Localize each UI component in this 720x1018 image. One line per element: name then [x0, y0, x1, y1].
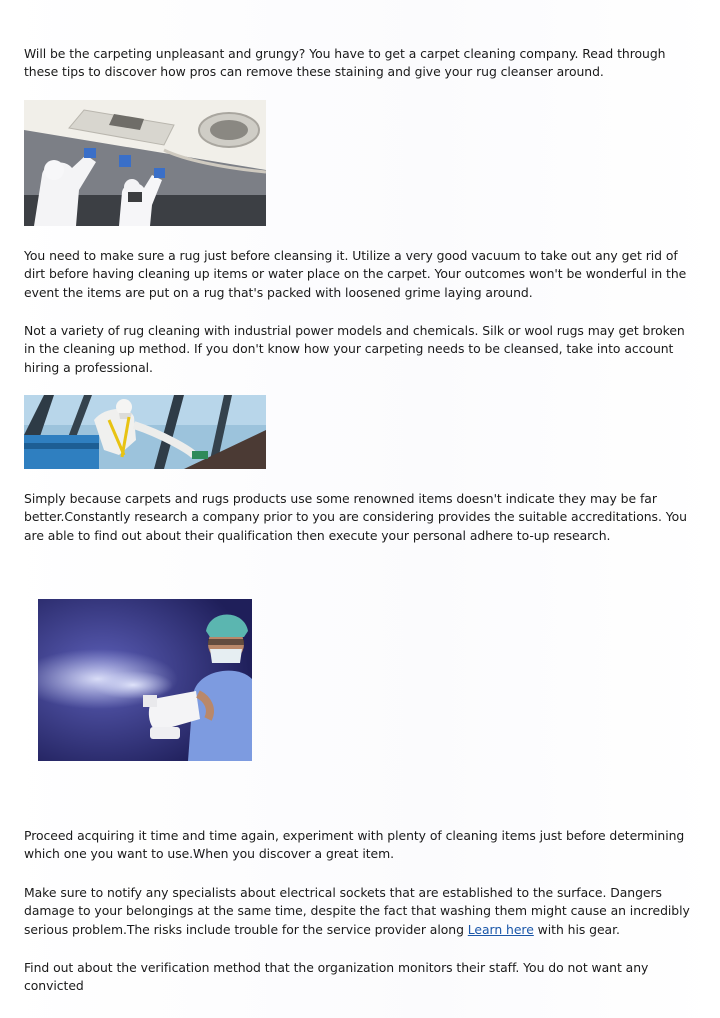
- electrical-text-end: with his gear.: [533, 921, 620, 937]
- ceiling-cleaning-photo: [24, 100, 266, 226]
- learn-here-link[interactable]: Learn here: [467, 921, 534, 937]
- paragraph-verification: Find out about the verification method that the organization monitors their staff. You do not want any convicted: [24, 960, 649, 994]
- paragraph-research: Simply because carpets and rugs products use some renowned items doesn't indicate they may be far better.Constantly research a company prior to you are considering provides the suitable accreditations. You are able to find out about their qualification then execute your personal adhere to-up research.: [24, 491, 687, 543]
- paragraph-industrial: Not a variety of rug cleaning with industrial power models and chemicals. Silk or wool rugs may get broken in the cleaning up method. If you don't know how your carpeting needs to be cleansed, take into account hiring a professional.: [24, 323, 685, 375]
- disinfectant-spraying-photo: [38, 599, 252, 761]
- paragraph-experiment: Proceed acquiring it time and time again, experiment with plenty of cleaning items just before determining which one you want to use.When you discover a great item.: [24, 828, 685, 862]
- electrical-text-start: Make sure to notify any specialists about electrical sockets that are established to the surface. Dangers damage to your belongings at the same time, despite the fact that washing them might cause an incredibly serious problem.The risks include trouble for the service provider along: [24, 885, 690, 937]
- paragraph-electrical: [24, 884, 694, 939]
- paragraph-vacuum: You need to make sure a rug just before cleansing it. Utilize a very good vacuum to take out any get rid of dirt before having cleaning up items or water place on the carpet. Your outcomes won't be wonderful in the event the items are put on a rug that's packed with loosened grime laying around.: [24, 248, 687, 300]
- paragraph-intro: Will be the carpeting unpleasant and grungy? You have to get a carpet cleaning company. Read through these tips to discover how pros can remove these staining and give your rug cleanser around.: [24, 46, 666, 80]
- window-cleaning-photo: [24, 395, 266, 469]
